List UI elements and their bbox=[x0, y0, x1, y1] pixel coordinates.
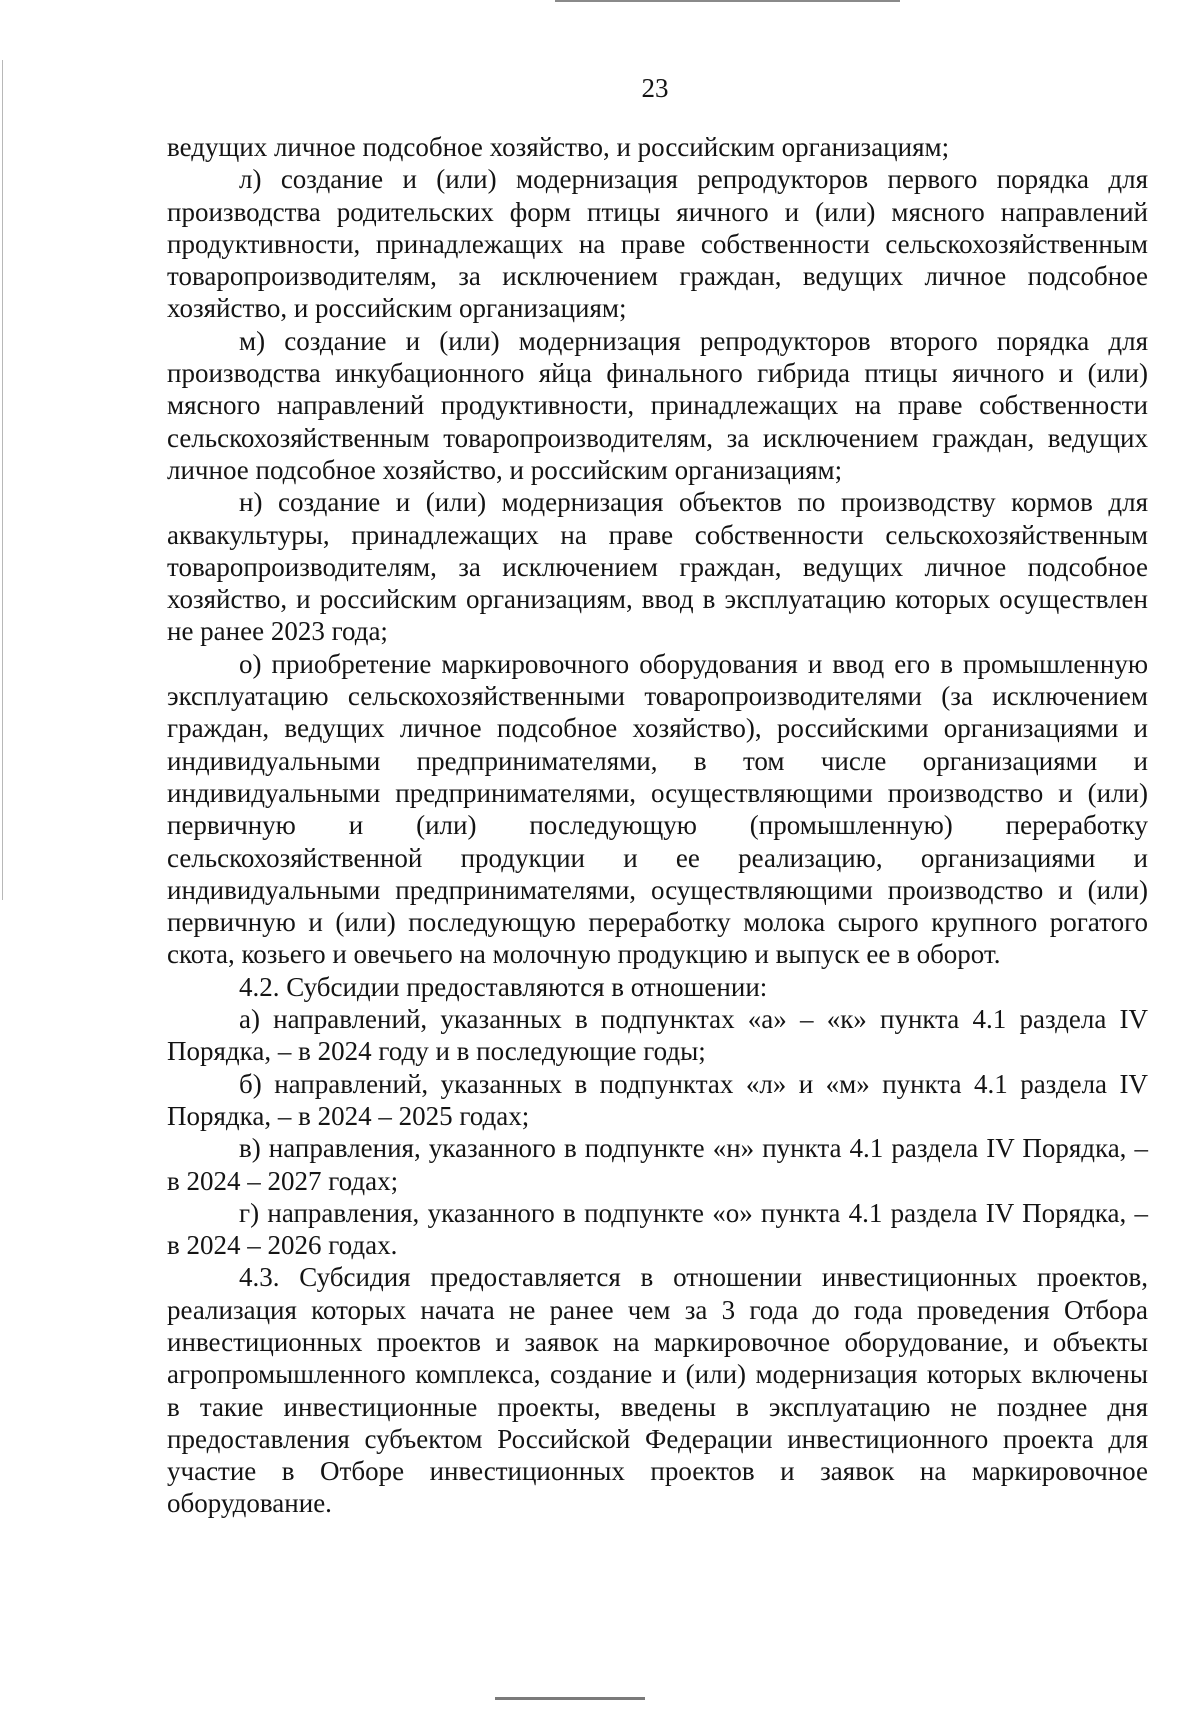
paragraph-continuation: ведущих личное подсобное хозяйство, и российским организациям; bbox=[167, 132, 950, 162]
paragraph-item-n: н) создание и (или) модернизация объектов по производству кормов для аквакультуры, принадлежащих на праве собственности сельскохозяйственным товаропроизводителям, за исключением граждан, ведущих личное подсобное хозяйство, и российским организациям, ввод в эксплуатацию которых осуществлен не ранее 2023 года; bbox=[167, 487, 1148, 647]
paragraph-item-a: а) направлений, указанных в подпунктах «а» – «к» пункта 4.1 раздела IV Порядка, – в 2024 году и в последующие годы; bbox=[167, 1004, 1148, 1067]
paragraph-clause-4-2: 4.2. Субсидии предоставляются в отношении: bbox=[239, 971, 768, 1002]
paragraph-clause-4-3: 4.3. Субсидия предоставляется в отношении инвестиционных проектов, реализация которых начата не ранее чем за 3 года до года проведения Отбора инвестиционных проектов и заявок на маркировочное оборудование, и объекты агропромышленного комплекса, создание и (или) модернизация которых включены в такие инвестиционные проекты, введены в эксплуатацию не позднее дня предоставления субъектом Российской Федерации инвестиционного проекта для участие в Отборе инвестиционных проектов и заявок на маркировочное оборудование. bbox=[167, 1262, 1148, 1519]
paragraph-item-l: л) создание и (или) модернизация репродукторов первого порядка для производства родительских форм птицы яичного и (или) мясного направлений продуктивности, принадлежащих на праве собственности сельскохозяйственным товаропроизводителям, за исключением граждан, ведущих личное подсобное хозяйство, и российским организациям; bbox=[167, 164, 1148, 324]
paragraph-item-o: о) приобретение маркировочного оборудования и ввод его в промышленную эксплуатацию сельскохозяйственными товаропроизводителями (за исключением граждан, ведущих личное подсобное хозяйство), российскими организациями и индивидуальными предпринимателями, в том числе организациями и индивидуальными предпринимателями, осуществляющими производство и (или) первичную и (или) последующую (промышленную) переработку сельскохозяйственной продукции и ее реализацию, организациями и индивидуальными предпринимателями, осуществляющими производство и (или) первичную и (или) последующую переработку молока сырого крупного рогатого скота, козьего и овечьего на молочную продукцию и выпуск ее в оборот. bbox=[167, 648, 1148, 970]
page-number: 23 bbox=[641, 73, 669, 103]
document-body bbox=[167, 131, 1148, 1520]
paragraph-item-v: в) направления, указанного в подпункте «н» пункта 4.1 раздела IV Порядка, – в 2024 – 2027 годах; bbox=[167, 1133, 1148, 1196]
paragraph-item-g: г) направления, указанного в подпункте «о» пункта 4.1 раздела IV Порядка, – в 2024 – 2026 годах. bbox=[167, 1197, 1148, 1261]
paragraph-item-b: б) направлений, указанных в подпунктах «л» и «м» пункта 4.1 раздела IV Порядка, – в 2024 – 2025 годах; bbox=[167, 1068, 1148, 1131]
paragraph-item-m: м) создание и (или) модернизация репродукторов второго порядка для производства инкубационного яйца финального гибрида птицы яичного и (или) мясного направлений продуктивности, принадлежащих на праве собственности сельскохозяйственным товаропроизводителям, за исключением граждан, ведущих личное подсобное хозяйство, и российским организациям; bbox=[167, 325, 1148, 485]
scan-artifact-left-edge bbox=[2, 60, 3, 900]
scan-artifact-top-line bbox=[555, 0, 900, 2]
scan-artifact-bottom-line bbox=[495, 1697, 645, 1700]
